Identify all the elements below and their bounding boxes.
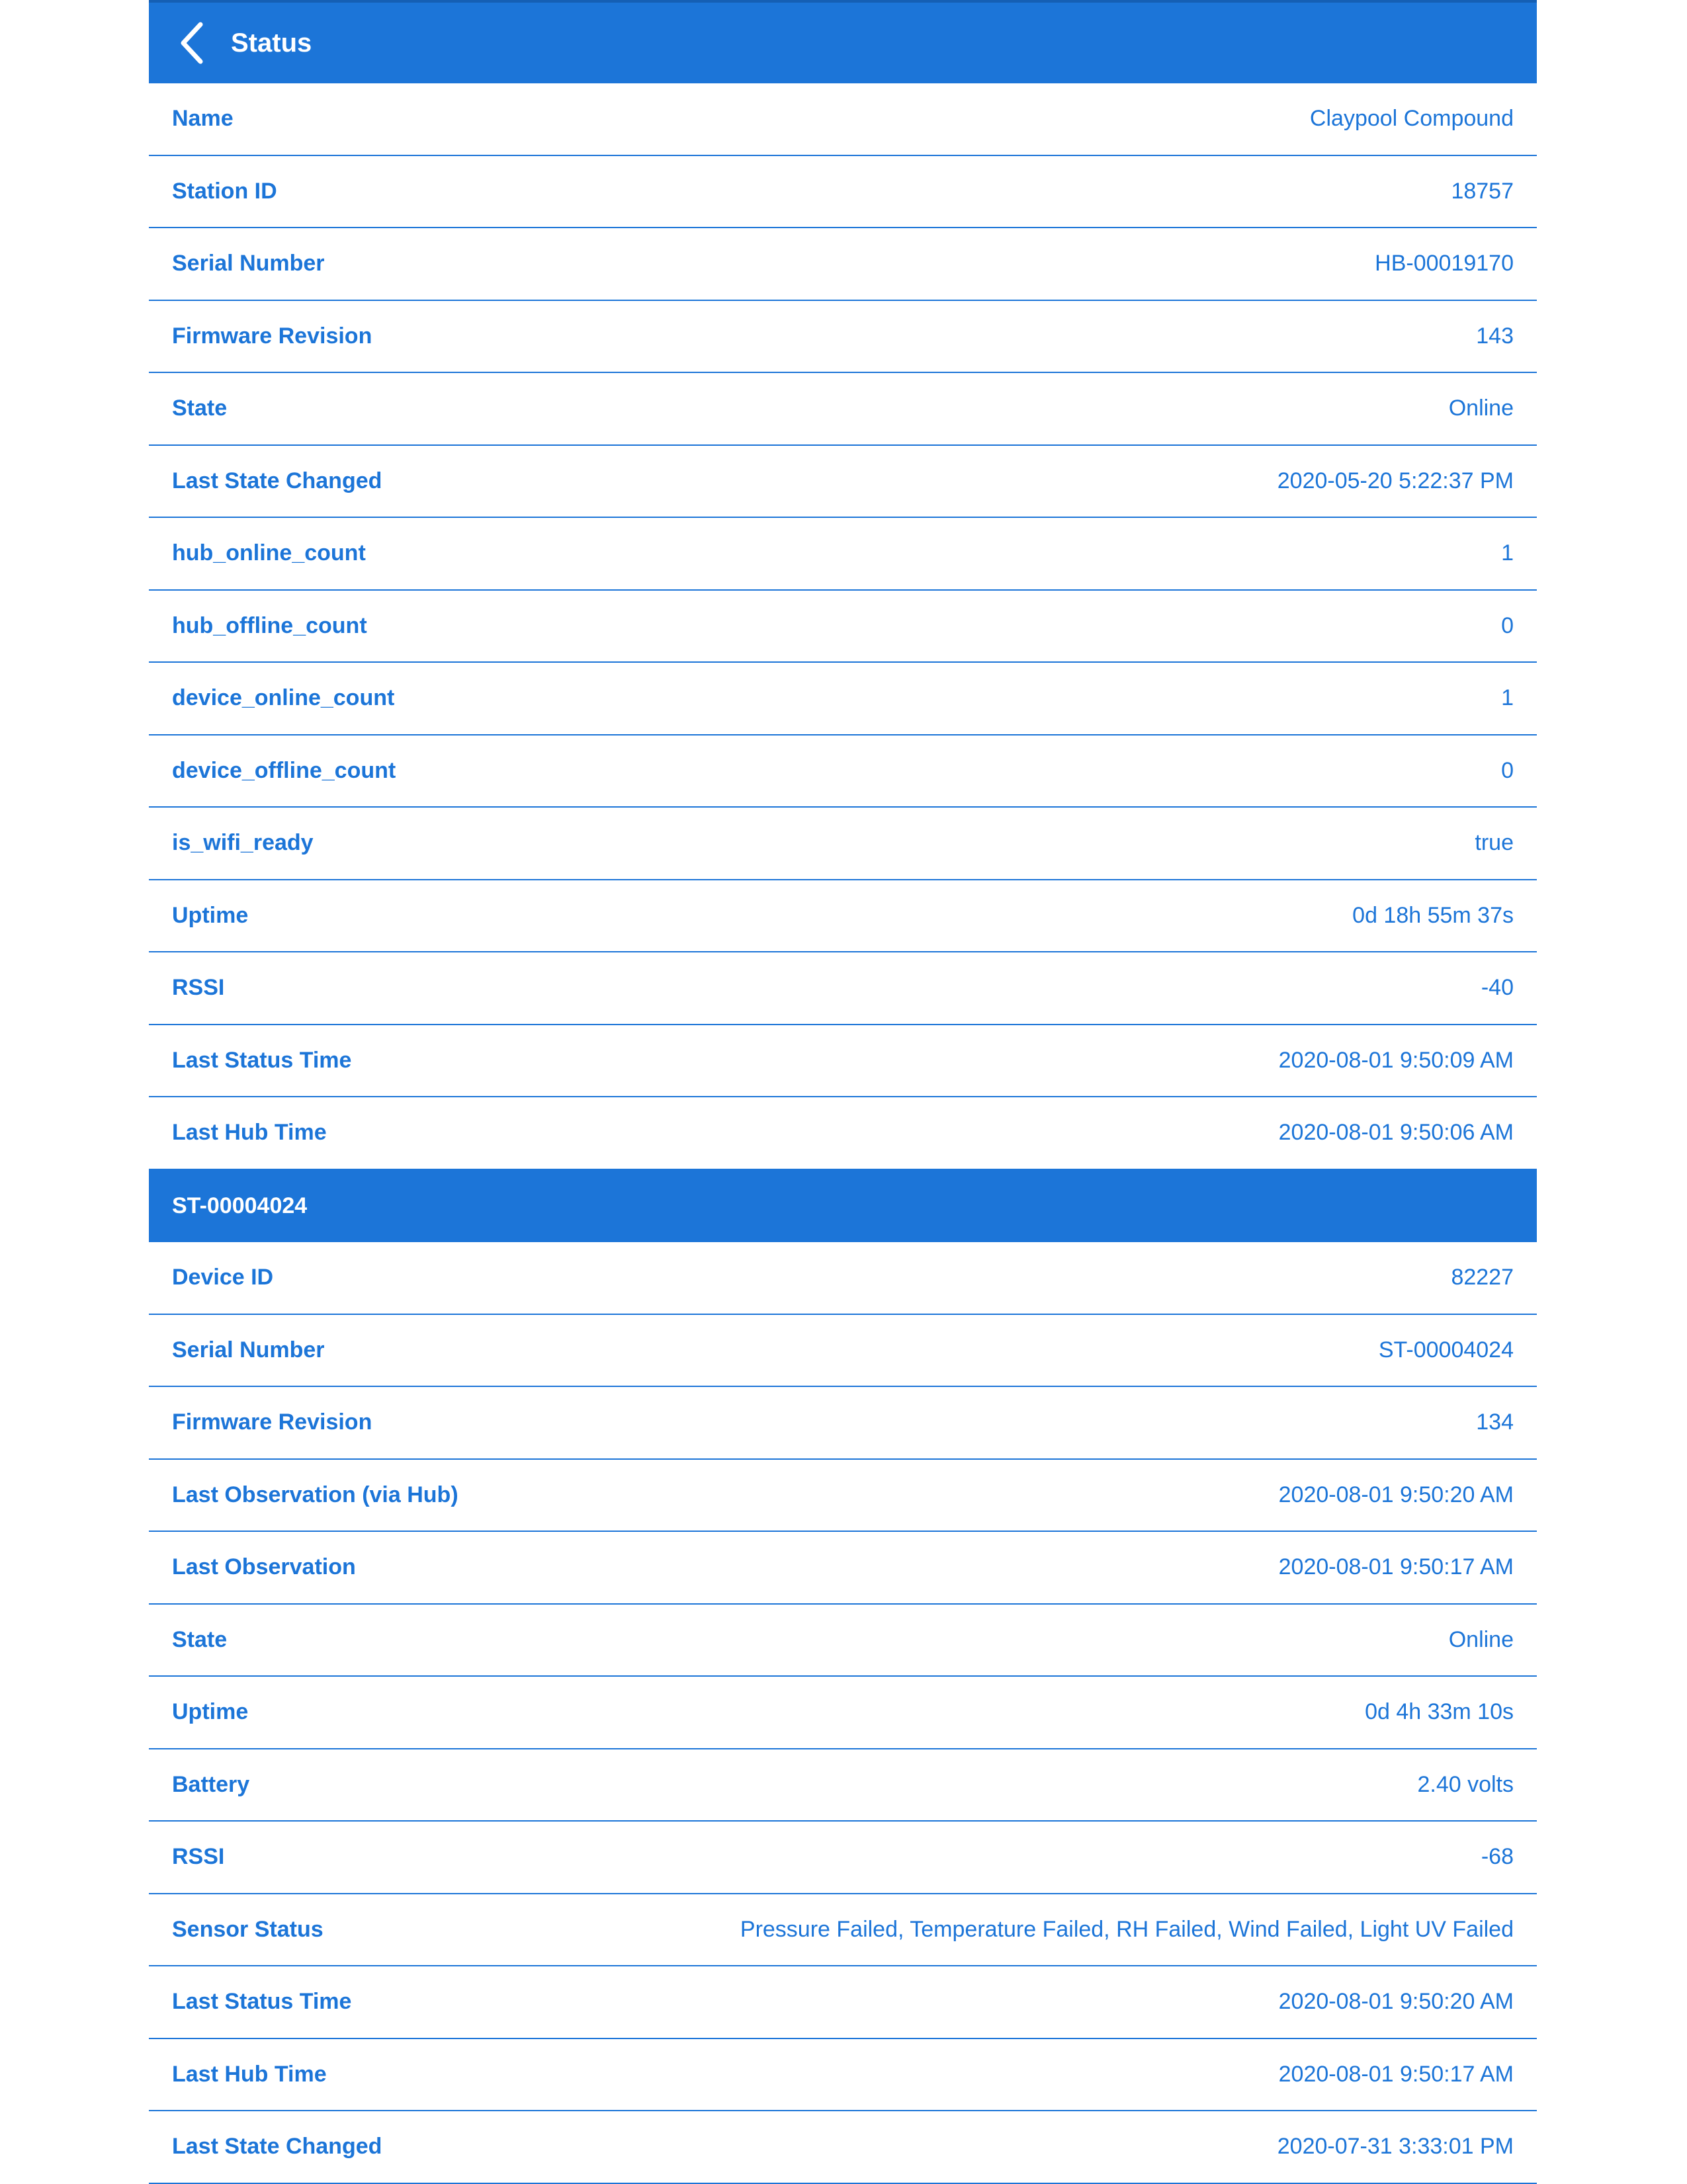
status-row-value: 0d 18h 55m 37s (1352, 902, 1514, 928)
status-row (149, 373, 1537, 446)
status-row (149, 301, 1537, 374)
status-row-label: Last Observation (172, 1554, 356, 1580)
status-row-value: 0 (1501, 612, 1514, 638)
status-row-value: 2020-07-31 3:33:01 PM (1277, 2134, 1514, 2160)
status-row (149, 83, 1537, 156)
status-row-label: is_wifi_ready (172, 830, 314, 856)
status-row (149, 446, 1537, 519)
status-row-value: 2020-08-01 9:50:06 AM (1278, 1120, 1514, 1146)
status-row (149, 228, 1537, 301)
status-row-label: Firmware Revision (172, 323, 372, 349)
status-panel (149, 0, 1537, 2184)
top-nav-bar (149, 0, 1537, 83)
status-row-value: true (1475, 830, 1514, 856)
status-row (149, 156, 1537, 229)
back-button[interactable] (151, 3, 231, 83)
status-row-value: HB-00019170 (1375, 251, 1514, 276)
status-row (149, 1242, 1537, 1315)
status-row (149, 880, 1537, 953)
status-row-label: Last Hub Time (172, 1120, 327, 1146)
status-row-label: device_offline_count (172, 757, 396, 783)
status-row (149, 1749, 1537, 1822)
status-row-label: Last Observation (via Hub) (172, 1482, 458, 1507)
status-row (149, 1097, 1537, 1170)
status-row-label: Uptime (172, 902, 249, 928)
status-row-label: Battery (172, 1771, 250, 1797)
status-row-value: Claypool Compound (1309, 106, 1514, 132)
status-row-value: 0 (1501, 757, 1514, 783)
status-row-value: 1 (1501, 540, 1514, 566)
status-row (149, 735, 1537, 808)
status-row (149, 952, 1537, 1025)
status-row-value: 134 (1476, 1409, 1514, 1435)
status-row (149, 1822, 1537, 1894)
status-row-value: 18757 (1451, 178, 1514, 204)
status-row (149, 2039, 1537, 2112)
status-row-label: Station ID (172, 178, 277, 204)
status-row-value: 2020-08-01 9:50:20 AM (1278, 1482, 1514, 1507)
status-row (149, 1894, 1537, 1967)
status-row-value: Pressure Failed, Temperature Failed, RH Failed, Wind Failed, Light UV Failed (740, 1916, 1514, 1942)
status-row-label: Firmware Revision (172, 1409, 372, 1435)
hub-status-list (149, 83, 1537, 1170)
status-row-value: 2020-08-01 9:50:17 AM (1278, 1554, 1514, 1580)
status-row-label: Device ID (172, 1265, 274, 1290)
status-row-label: State (172, 1626, 228, 1652)
status-row-label: Last Status Time (172, 1989, 352, 2015)
status-row-value: -40 (1481, 975, 1514, 1001)
status-row-label: Serial Number (172, 251, 325, 276)
status-row-label: Last Status Time (172, 1047, 352, 1073)
status-row-label: Sensor Status (172, 1916, 324, 1942)
device-section-title: ST-00004024 (172, 1193, 308, 1218)
status-row-value: 2020-05-20 5:22:37 PM (1277, 468, 1514, 493)
status-row-value: ST-00004024 (1378, 1337, 1514, 1363)
status-row-value: 2.40 volts (1417, 1771, 1514, 1797)
page-title: Status (231, 28, 312, 58)
status-row-label: hub_offline_count (172, 612, 367, 638)
status-row (149, 1966, 1537, 2039)
status-row (149, 663, 1537, 735)
status-row (149, 1025, 1537, 1098)
status-row-label: Last Hub Time (172, 2061, 327, 2087)
status-row-label: State (172, 396, 228, 421)
status-row (149, 1532, 1537, 1605)
status-row-value: 2020-08-01 9:50:20 AM (1278, 1989, 1514, 2015)
status-row-label: hub_online_count (172, 540, 366, 566)
status-row-value: 2020-08-01 9:50:09 AM (1278, 1047, 1514, 1073)
status-row (149, 1677, 1537, 1749)
status-row-label: Last State Changed (172, 468, 382, 493)
status-row (149, 2111, 1537, 2184)
status-row-value: -68 (1481, 1844, 1514, 1870)
status-row-label: Uptime (172, 1699, 249, 1725)
status-row (149, 808, 1537, 880)
status-row-label: Serial Number (172, 1337, 325, 1363)
status-row-value: Online (1448, 1626, 1514, 1652)
status-row (149, 1315, 1537, 1388)
status-row-label: device_online_count (172, 685, 395, 711)
status-row-label: RSSI (172, 975, 225, 1001)
status-row (149, 1605, 1537, 1677)
device-status-list (149, 1242, 1537, 2184)
status-row-value: 82227 (1451, 1265, 1514, 1290)
status-row-value: 2020-08-01 9:50:17 AM (1278, 2061, 1514, 2087)
status-row-label: Last State Changed (172, 2134, 382, 2160)
device-section-header (149, 1170, 1537, 1243)
status-row-value: Online (1448, 396, 1514, 421)
status-row (149, 1387, 1537, 1460)
status-row-value: 1 (1501, 685, 1514, 711)
chevron-left-icon (178, 22, 204, 64)
status-row (149, 518, 1537, 591)
status-row (149, 1460, 1537, 1533)
status-row (149, 591, 1537, 663)
status-row-label: RSSI (172, 1844, 225, 1870)
status-row-value: 0d 4h 33m 10s (1365, 1699, 1514, 1725)
status-row-value: 143 (1476, 323, 1514, 349)
status-row-label: Name (172, 106, 234, 132)
